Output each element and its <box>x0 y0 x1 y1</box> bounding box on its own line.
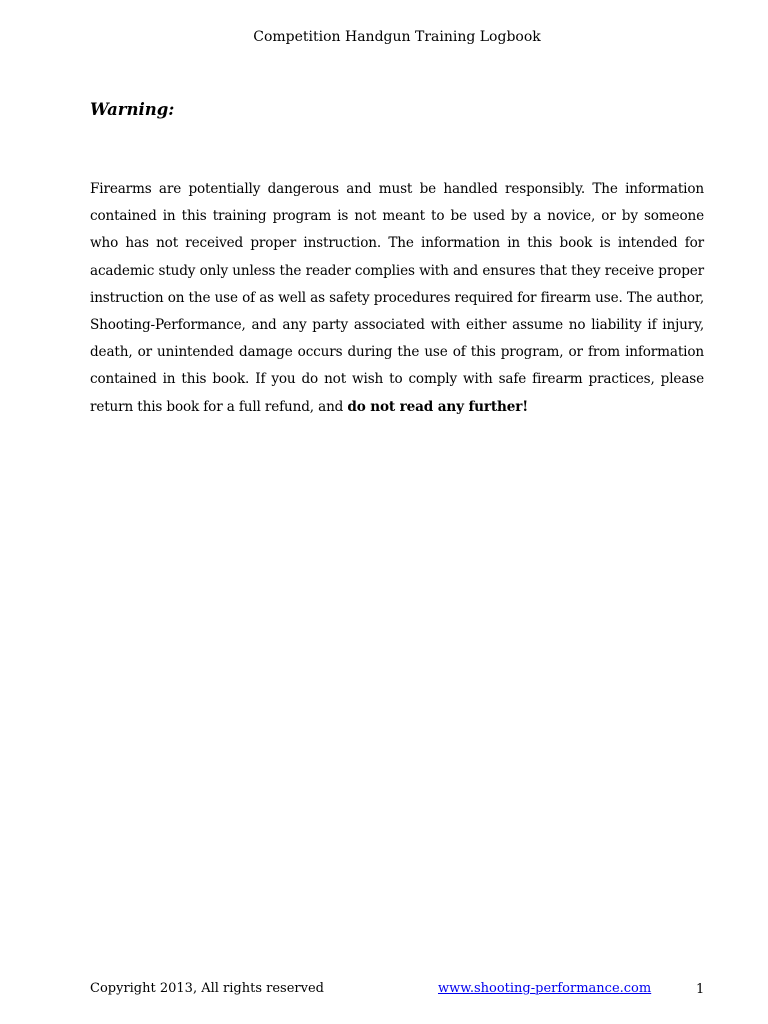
page-footer <box>90 980 704 998</box>
warning-text: Firearms are potentially dangerous and must be handled responsibly. The information contained in this training program is not meant to be used by a novice, or by someone who has not received proper instruction. The information in this book is intended for academic study only unless the reader complies with and ensures that they receive proper instruction on the use of as well as safety procedures required for firearm use. The author, Shooting-Performance, and any party associated with either assume no liability if injury, death, or unintended damage occurs during the use of this program, or from information contained in this book. If you do not wish to comply with safe firearm practices, please return this book for a full refund, and <box>90 181 704 415</box>
page-number: 1 <box>696 982 705 997</box>
running-header: Competition Handgun Training Logbook <box>253 29 541 45</box>
warning-heading: Warning: <box>90 100 175 119</box>
warning-paragraph <box>90 176 704 421</box>
copyright-notice: Copyright 2013, All rights reserved <box>90 981 324 996</box>
warning-emphasis: do not read any further! <box>347 398 529 415</box>
website-link[interactable]: www.shooting-performance.com <box>438 981 652 996</box>
